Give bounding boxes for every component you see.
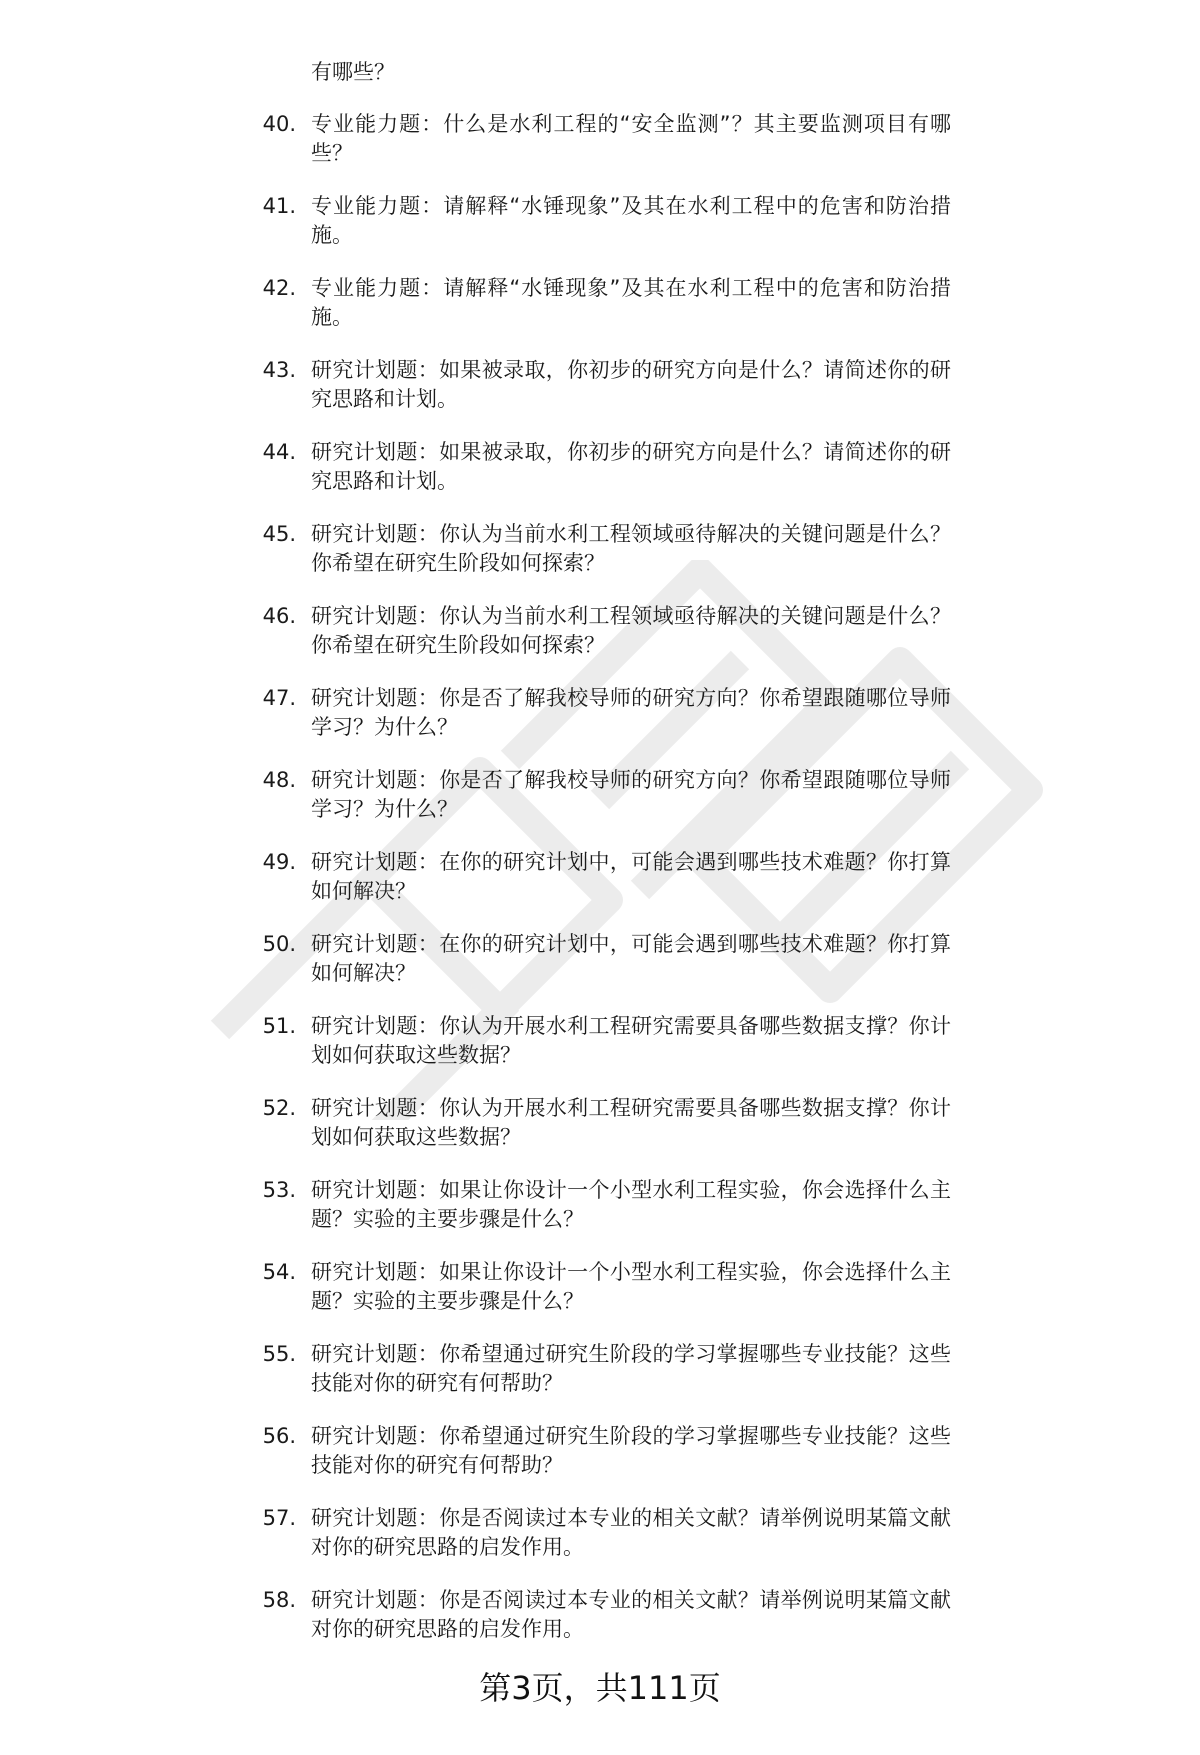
list-item	[0, 1586, 1200, 1668]
question-text: 研究计划题：你认为开展水利工程研究需要具备哪些数据支撑？你计划如何获取这些数据？	[311, 1014, 951, 1067]
list-item	[0, 1094, 1200, 1176]
list-item	[0, 520, 1200, 602]
question-text: 研究计划题：你希望通过研究生阶段的学习掌握哪些专业技能？这些技能对你的研究有何帮助？	[311, 1342, 951, 1395]
question-list	[0, 110, 1200, 1668]
page-footer: 第3页，共111页	[479, 1669, 721, 1707]
question-text: 研究计划题：在你的研究计划中，可能会遇到哪些技术难题？你打算如何解决？	[311, 850, 951, 903]
question-number: 42.	[262, 276, 296, 300]
question-number: 44.	[262, 440, 296, 464]
list-item	[0, 602, 1200, 684]
question-number: 40.	[262, 112, 296, 136]
list-item	[0, 766, 1200, 848]
question-number: 58.	[262, 1588, 296, 1612]
list-item	[0, 684, 1200, 766]
question-number: 56.	[262, 1424, 296, 1448]
question-text: 研究计划题：如果让你设计一个小型水利工程实验，你会选择什么主题？实验的主要步骤是什么？	[311, 1178, 951, 1231]
list-item	[0, 1504, 1200, 1586]
question-number: 54.	[262, 1260, 296, 1284]
continuation-text: 有哪些？	[311, 60, 395, 84]
question-number: 53.	[262, 1178, 296, 1202]
list-item	[0, 438, 1200, 520]
list-item	[0, 356, 1200, 438]
question-number: 48.	[262, 768, 296, 792]
list-item	[0, 930, 1200, 1012]
question-number: 57.	[262, 1506, 296, 1530]
question-text: 研究计划题：你希望通过研究生阶段的学习掌握哪些专业技能？这些技能对你的研究有何帮助？	[311, 1424, 951, 1477]
question-number: 47.	[262, 686, 296, 710]
list-item	[0, 1340, 1200, 1422]
list-item	[0, 1422, 1200, 1504]
list-item	[0, 1176, 1200, 1258]
question-number: 45.	[262, 522, 296, 546]
question-text: 研究计划题：你认为开展水利工程研究需要具备哪些数据支撑？你计划如何获取这些数据？	[311, 1096, 951, 1149]
question-text: 研究计划题：你认为当前水利工程领域亟待解决的关键问题是什么？你希望在研究生阶段如何探索？	[311, 604, 951, 657]
question-text: 研究计划题：你是否阅读过本专业的相关文献？请举例说明某篇文献对你的研究思路的启发作用。	[311, 1506, 951, 1559]
list-item	[0, 274, 1200, 356]
question-number: 46.	[262, 604, 296, 628]
question-number: 52.	[262, 1096, 296, 1120]
question-number: 41.	[262, 194, 296, 218]
list-item	[0, 1258, 1200, 1340]
question-number: 49.	[262, 850, 296, 874]
question-text: 专业能力题：请解释“水锤现象”及其在水利工程中的危害和防治措施。	[311, 194, 951, 247]
question-text: 专业能力题：什么是水利工程的“安全监测”？其主要监测项目有哪些？	[311, 112, 951, 165]
list-item	[0, 192, 1200, 274]
list-item	[0, 848, 1200, 930]
question-text: 研究计划题：你是否了解我校导师的研究方向？你希望跟随哪位导师学习？为什么？	[311, 768, 951, 821]
question-number: 51.	[262, 1014, 296, 1038]
list-item	[0, 110, 1200, 192]
question-text: 专业能力题：请解释“水锤现象”及其在水利工程中的危害和防治措施。	[311, 276, 951, 329]
list-item	[0, 1012, 1200, 1094]
question-text: 研究计划题：在你的研究计划中，可能会遇到哪些技术难题？你打算如何解决？	[311, 932, 951, 985]
question-text: 研究计划题：如果被录取，你初步的研究方向是什么？请简述你的研究思路和计划。	[311, 358, 951, 411]
question-number: 50.	[262, 932, 296, 956]
question-text: 研究计划题：你是否阅读过本专业的相关文献？请举例说明某篇文献对你的研究思路的启发作用。	[311, 1588, 951, 1641]
question-text: 研究计划题：如果被录取，你初步的研究方向是什么？请简述你的研究思路和计划。	[311, 440, 951, 493]
question-text: 研究计划题：你认为当前水利工程领域亟待解决的关键问题是什么？你希望在研究生阶段如何探索？	[311, 522, 951, 575]
question-text: 研究计划题：如果让你设计一个小型水利工程实验，你会选择什么主题？实验的主要步骤是什么？	[311, 1260, 951, 1313]
question-text: 研究计划题：你是否了解我校导师的研究方向？你希望跟随哪位导师学习？为什么？	[311, 686, 951, 739]
question-number: 55.	[262, 1342, 296, 1366]
question-number: 43.	[262, 358, 296, 382]
